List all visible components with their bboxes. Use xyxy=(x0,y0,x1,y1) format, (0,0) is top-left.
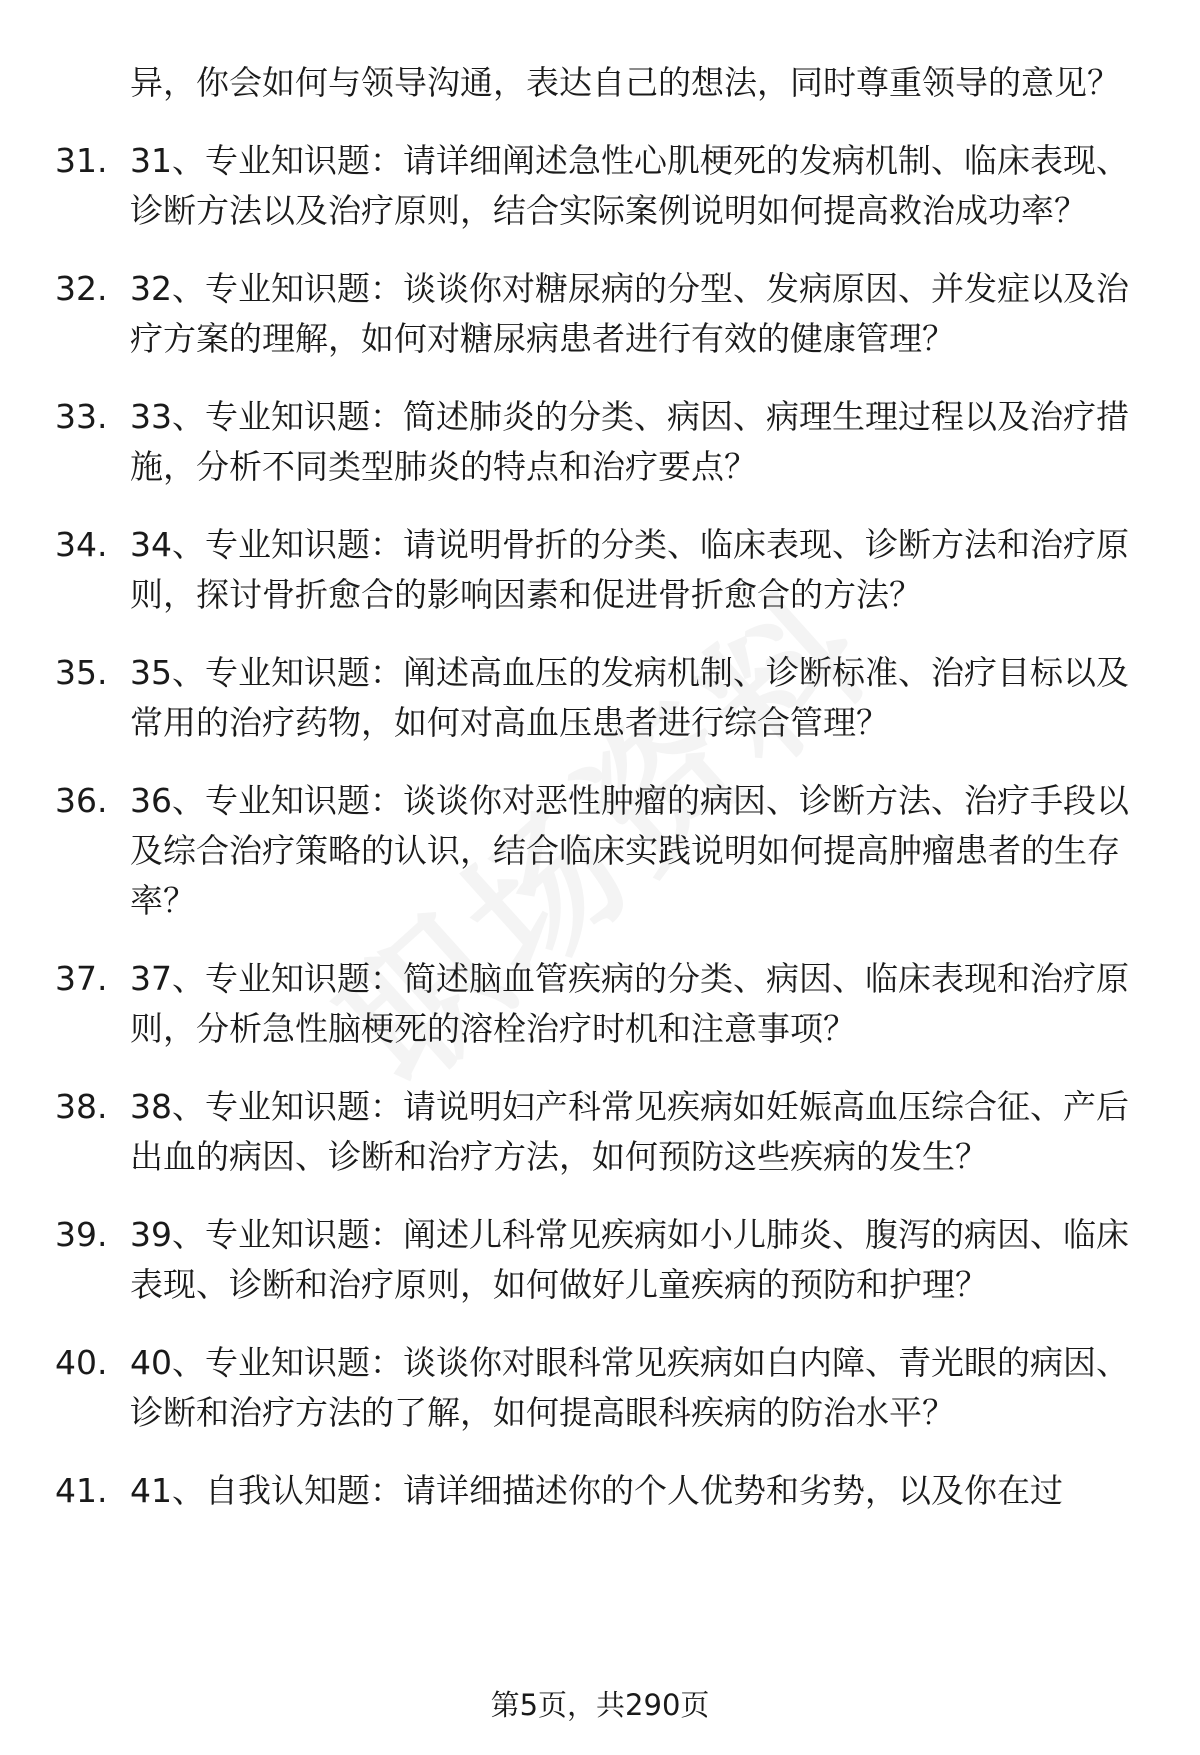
list-item xyxy=(0,264,1200,364)
list-item-number: 33. xyxy=(55,397,108,436)
list-item xyxy=(0,1082,1200,1182)
list-item-text: 37、专业知识题：简述脑血管疾病的分类、病因、临床表现和治疗原则，分析急性脑梗死的溶栓治疗时机和注意事项？ xyxy=(130,959,1129,1048)
list-item-text: 39、专业知识题：阐述儿科常见疾病如小儿肺炎、腹泻的病因、临床表现、诊断和治疗原则，如何做好儿童疾病的预防和护理？ xyxy=(130,1215,1129,1304)
list-item-number: 37. xyxy=(55,959,108,998)
question-list xyxy=(0,58,1200,1544)
list-item-number: 41. xyxy=(55,1471,108,1510)
list-item xyxy=(0,776,1200,926)
list-item-text: 38、专业知识题：请说明妇产科常见疾病如妊娠高血压综合征、产后出血的病因、诊断和治疗方法，如何预防这些疾病的发生？ xyxy=(130,1087,1129,1176)
list-item-text: 31、专业知识题：请详细阐述急性心肌梗死的发病机制、临床表现、诊断方法以及治疗原则，结合实际案例说明如何提高救治成功率？ xyxy=(130,141,1129,230)
list-item-text: 35、专业知识题：阐述高血压的发病机制、诊断标准、治疗目标以及常用的治疗药物，如何对高血压患者进行综合管理？ xyxy=(130,653,1129,742)
list-item xyxy=(0,1466,1200,1516)
list-item-number: 36. xyxy=(55,781,108,820)
list-item xyxy=(0,136,1200,236)
list-item xyxy=(0,954,1200,1054)
list-item-text: 32、专业知识题：谈谈你对糖尿病的分型、发病原因、并发症以及治疗方案的理解，如何对糖尿病患者进行有效的健康管理？ xyxy=(130,269,1129,358)
list-item-text: 34、专业知识题：请说明骨折的分类、临床表现、诊断方法和治疗原则，探讨骨折愈合的影响因素和促进骨折愈合的方法？ xyxy=(130,525,1129,614)
list-item xyxy=(0,520,1200,620)
list-item-text: 33、专业知识题：简述肺炎的分类、病因、病理生理过程以及治疗措施，分析不同类型肺炎的特点和治疗要点？ xyxy=(130,397,1129,486)
list-item-number: 39. xyxy=(55,1215,108,1254)
list-item-number: 32. xyxy=(55,269,108,308)
list-item xyxy=(0,1210,1200,1310)
list-item xyxy=(0,648,1200,748)
list-item-number: 35. xyxy=(55,653,108,692)
page-number: 第5页，共290页 xyxy=(490,1688,710,1722)
list-item-number: 40. xyxy=(55,1343,108,1382)
list-item-text: 异，你会如何与领导沟通，表达自己的想法，同时尊重领导的意见？ xyxy=(130,63,1120,102)
list-item-text: 36、专业知识题：谈谈你对恶性肿瘤的病因、诊断方法、治疗手段以及综合治疗策略的认识，结合临床实践说明如何提高肿瘤患者的生存率？ xyxy=(130,781,1129,920)
list-item-number: 31. xyxy=(55,141,108,180)
list-item xyxy=(0,392,1200,492)
list-item-number: 34. xyxy=(55,525,108,564)
list-item-continuation xyxy=(0,58,1200,108)
list-item-text: 40、专业知识题：谈谈你对眼科常见疾病如白内障、青光眼的病因、诊断和治疗方法的了解，如何提高眼科疾病的防治水平？ xyxy=(130,1343,1129,1432)
list-item-text: 41、自我认知题：请详细描述你的个人优势和劣势，以及你在过 xyxy=(130,1471,1063,1510)
list-item-number: 38. xyxy=(55,1087,108,1126)
list-item xyxy=(0,1338,1200,1438)
